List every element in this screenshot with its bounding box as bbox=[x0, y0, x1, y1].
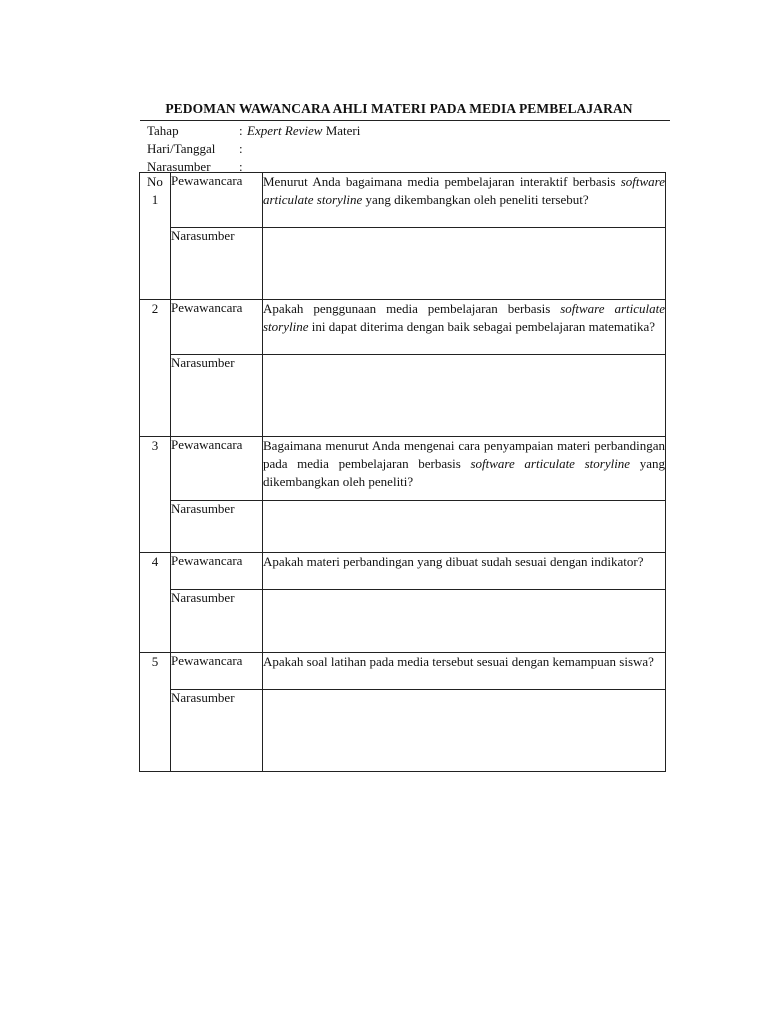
question-text bbox=[263, 173, 666, 228]
question-row bbox=[140, 553, 666, 590]
document-title: PEDOMAN WAWANCARA AHLI MATERI PADA MEDIA PEMBELAJARAN bbox=[165, 101, 633, 116]
row-number bbox=[140, 173, 171, 300]
row-number bbox=[140, 553, 171, 653]
row-number-value: 1 bbox=[151, 192, 159, 207]
interviewer-label: Pewawancara bbox=[171, 653, 263, 690]
no-header: No bbox=[147, 174, 163, 189]
question-row bbox=[140, 437, 666, 501]
respondent-label: Narasumber bbox=[171, 501, 263, 553]
answer-row bbox=[140, 355, 666, 437]
question-row bbox=[140, 300, 666, 355]
meta-tahap-label: Tahap bbox=[147, 123, 179, 138]
question-italic-term: software articulate storyline bbox=[470, 456, 631, 471]
interviewer-label: Pewawancara bbox=[171, 300, 263, 355]
question-italic-term: software articulate storyline bbox=[263, 174, 665, 207]
question-text-segment: yang dikembangkan oleh peneliti? bbox=[263, 456, 665, 489]
respondent-label: Narasumber bbox=[171, 228, 263, 300]
title-rule bbox=[140, 120, 670, 121]
interview-table bbox=[139, 172, 666, 772]
question-text bbox=[263, 437, 666, 501]
meta-tahap-value-rest: Materi bbox=[322, 123, 361, 138]
row-number-value: 2 bbox=[151, 301, 159, 316]
meta-tahap-colon: : bbox=[239, 123, 243, 138]
answer-space[interactable] bbox=[263, 228, 666, 300]
answer-space[interactable] bbox=[263, 355, 666, 437]
answer-row bbox=[140, 501, 666, 553]
answer-space[interactable] bbox=[263, 501, 666, 553]
row-number-value: 3 bbox=[151, 438, 159, 453]
question-text-segment: yang dikembangkan oleh peneliti tersebut? bbox=[362, 192, 589, 207]
interviewer-label: Pewawancara bbox=[171, 437, 263, 501]
answer-space[interactable] bbox=[263, 690, 666, 772]
row-number bbox=[140, 437, 171, 553]
meta-narasumber-colon: : bbox=[239, 159, 243, 174]
question-text bbox=[263, 300, 666, 355]
meta-tahap-value-italic: Expert Review bbox=[247, 123, 323, 138]
question-text-segment: Apakah soal latihan pada media tersebut sesuai dengan kemampuan siswa? bbox=[263, 654, 654, 669]
question-text-segment: Apakah penggunaan media pembelajaran berbasis bbox=[263, 301, 561, 316]
answer-row bbox=[140, 228, 666, 300]
meta-narasumber-label: Narasumber bbox=[147, 159, 211, 174]
question-text-segment: Bagaimana menurut Anda mengenai cara penyampaian materi perbandingan pada media pembelajaran berbasis bbox=[263, 438, 665, 471]
respondent-label: Narasumber bbox=[171, 355, 263, 437]
question-row bbox=[140, 653, 666, 690]
respondent-label: Narasumber bbox=[171, 690, 263, 772]
interview-table-body bbox=[140, 173, 666, 772]
question-row bbox=[140, 173, 666, 228]
row-number-value: 5 bbox=[151, 654, 159, 669]
meta-tahap-value bbox=[247, 122, 360, 140]
respondent-label: Narasumber bbox=[171, 590, 263, 653]
row-number bbox=[140, 300, 171, 437]
meta-tanggal-colon: : bbox=[239, 141, 243, 156]
question-text-segment: ini dapat diterima dengan baik sebagai pembelajaran matematika? bbox=[308, 319, 656, 334]
question-text-segment: Apakah materi perbandingan yang dibuat sudah sesuai dengan indikator? bbox=[263, 554, 644, 569]
question-text bbox=[263, 653, 666, 690]
question-text bbox=[263, 553, 666, 590]
interviewer-label: Pewawancara bbox=[171, 553, 263, 590]
row-number-value: 4 bbox=[151, 554, 159, 569]
answer-row bbox=[140, 590, 666, 653]
answer-row bbox=[140, 690, 666, 772]
interviewer-label: Pewawancara bbox=[171, 173, 263, 228]
meta-tanggal-label: Hari/Tanggal bbox=[147, 141, 216, 156]
row-number bbox=[140, 653, 171, 772]
question-italic-term: software articulate storyline bbox=[263, 301, 665, 334]
answer-space[interactable] bbox=[263, 590, 666, 653]
question-text-segment: Menurut Anda bagaimana media pembelajaran interaktif berbasis bbox=[263, 174, 621, 189]
